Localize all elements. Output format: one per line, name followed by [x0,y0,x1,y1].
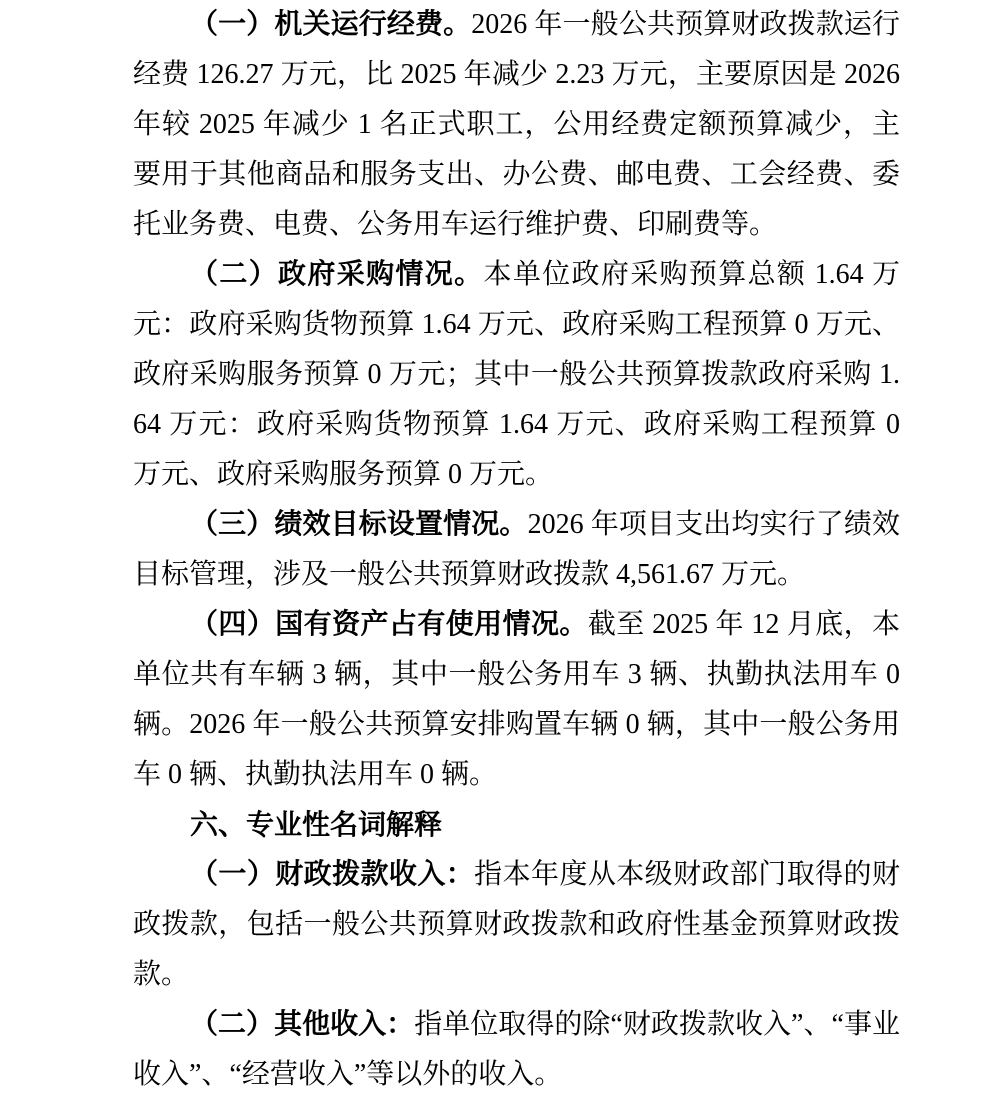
paragraph-lead: （二）其他收入： [190,1009,415,1040]
paragraph-lead: （二）政府采购情况。 [190,259,484,290]
paragraph-lead: （一）机关运行经费。 [190,9,472,40]
paragraph-text: 2026 年项目支出均实行了绩效目标管理，涉及一般公共预算财政拨款 4,561.67 万元。 [133,509,900,590]
section-heading: 六、专业性名词解释 [190,809,443,840]
paragraph [133,250,900,500]
paragraph-text: 本单位政府采购预算总额 1.64 万元：政府采购货物预算 1.64 万元、政府采购工程预算 0 万元、政府采购服务预算 0 万元；其中一般公共预算拨款政府采购 1.64 万元：政府采购货物预算 1.64 万元、政府采购工程预算 0 万元、政府采购服务预算 0 万元。 [133,259,900,490]
paragraph-lead: （四）国有资产占有使用情况。 [190,609,588,640]
paragraph-lead: （三）绩效目标设置情况。 [190,509,528,540]
paragraph [133,850,900,1000]
paragraph-text: 2026 年一般公共预算财政拨款运行经费 126.27 万元，比 2025 年减少 2.23 万元，主要原因是 2026 年较 2025 年减少 1 名正式职工，公用经费定额预算减少，主要用于其他商品和服务支出、办公费、邮电费、工会经费、委托业务费、电费、公务用车运行维护费、印刷费等。 [133,9,900,240]
paragraph [133,600,900,800]
paragraph [133,0,900,250]
paragraph [133,1000,900,1100]
paragraph-lead: （一）财政拨款收入： [190,859,475,890]
paragraph-text: 截至 2025 年 12 月底，本单位共有车辆 3 辆，其中一般公务用车 3 辆、执勤执法用车 0 辆。2026 年一般公共预算安排购置车辆 0 辆，其中一般公务用车 0 辆、执勤执法用车 0 辆。 [133,609,900,790]
paragraph-text: 指本年度从本级财政部门取得的财政拨款，包括一般公共预算财政拨款和政府性基金预算财政拨款。 [133,859,900,990]
paragraph [133,500,900,600]
paragraph-text: 指单位取得的除“财政拨款收入”、“事业收入”、“经营收入”等以外的收入。 [133,1009,900,1090]
